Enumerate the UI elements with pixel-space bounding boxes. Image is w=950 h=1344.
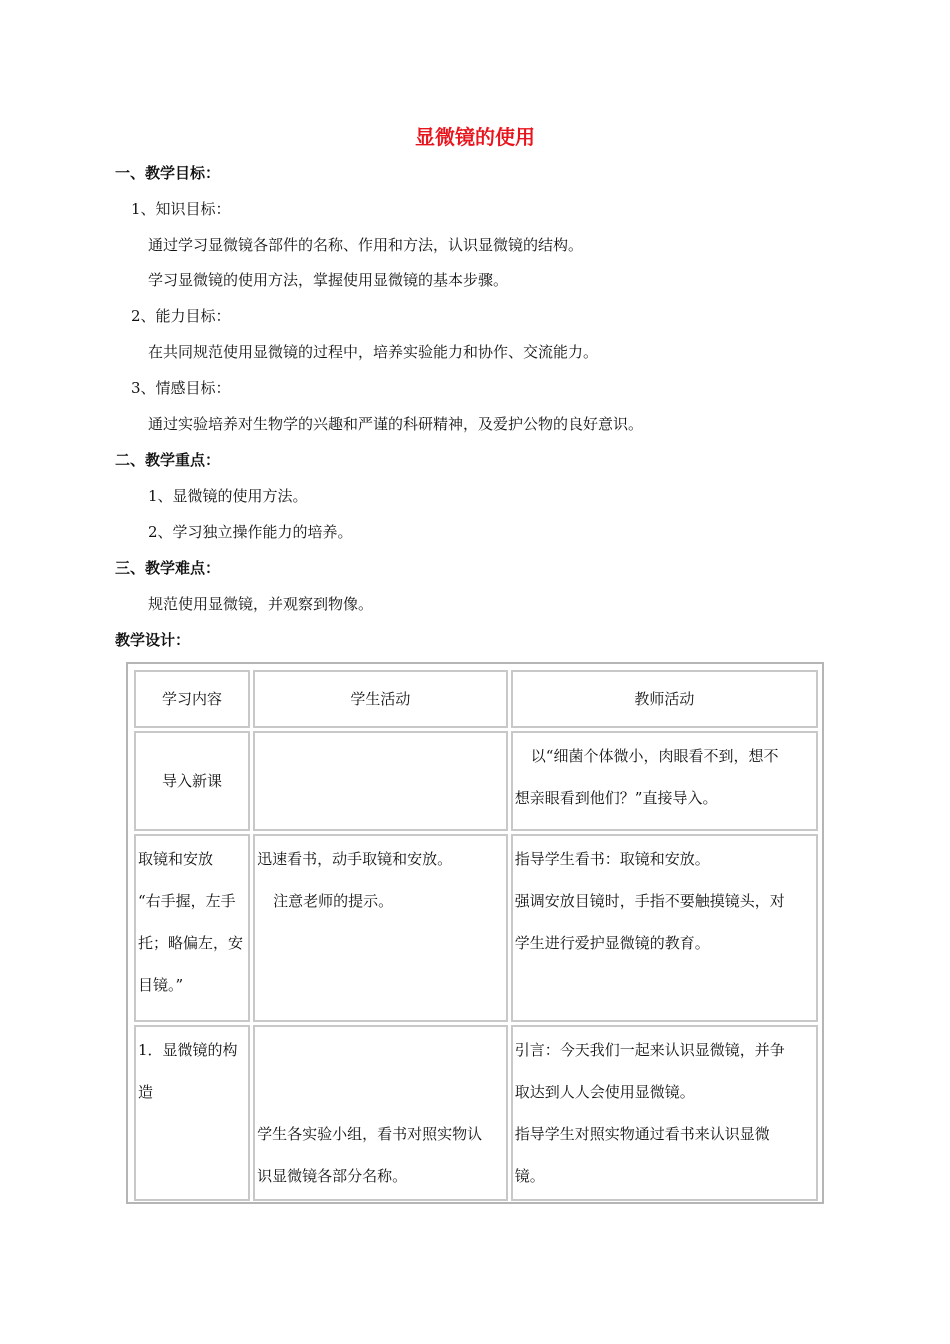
table-cell (511, 834, 818, 1022)
table-header-cell: 学生活动 (253, 670, 508, 728)
paragraph: 通过实验培养对生物学的兴趣和严谨的科研精神，及爱护公物的良好意识。 (148, 415, 644, 433)
table-cell (134, 834, 250, 1022)
paragraph: 在共同规范使用显微镜的过程中，培养实验能力和协作、交流能力。 (148, 343, 599, 361)
paragraph: 通过学习显微镜各部件的名称、作用和方法，认识显微镜的结构。 (148, 236, 584, 254)
cell-line: 注意老师的提示。 (273, 892, 394, 910)
table-cell (134, 1025, 250, 1201)
section-heading-difficulties: 三、教学难点： (115, 559, 221, 577)
table-cell (511, 731, 818, 831)
paragraph: 学习显微镜的使用方法，掌握使用显微镜的基本步骤。 (148, 271, 509, 289)
section-heading-design: 教学设计： (115, 631, 191, 649)
table-cell: 导入新课 (134, 731, 250, 831)
cell-line: 想亲眼看到他们？”直接导入。 (514, 789, 718, 807)
cell-line: 以“细菌个体微小，肉眼看不到，想不 (530, 747, 779, 765)
cell-line: 造 (138, 1083, 154, 1101)
cell-line: 托；略偏左，安 (138, 934, 244, 952)
table-row (134, 834, 818, 1022)
table-cell (253, 834, 508, 1022)
cell-line: 引言：今天我们一起来认识显微镜，并争 (514, 1041, 785, 1059)
cell-line: 1．显微镜的构 (138, 1041, 238, 1059)
table-header-row (134, 670, 818, 728)
table-header-cell: 教师活动 (511, 670, 818, 728)
paragraph: 规范使用显微镜，并观察到物像。 (148, 595, 374, 613)
cell-line: “右手握，左手 (138, 892, 236, 910)
table-header-cell: 学习内容 (134, 670, 250, 728)
cell-line: 学生各实验小组，看书对照实物认 (257, 1125, 483, 1143)
cell-line: 学生进行爱护显微镜的教育。 (514, 934, 710, 952)
teaching-design-table (126, 662, 824, 1204)
table-cell (253, 1025, 508, 1201)
cell-line: 取达到人人会使用显微镜。 (514, 1083, 695, 1101)
table-cell (253, 731, 508, 831)
table-row (134, 731, 818, 831)
subheading-knowledge: 1、知识目标： (131, 200, 231, 218)
section-heading-key-points: 二、教学重点： (115, 451, 221, 469)
cell-line: 迅速看书，动手取镜和安放。 (257, 850, 453, 868)
cell-line: 取镜和安放 (138, 850, 214, 868)
cell-line: 识显微镜各部分名称。 (257, 1167, 408, 1185)
paragraph: 2、学习独立操作能力的培养。 (148, 523, 353, 541)
table-row (134, 1025, 818, 1201)
paragraph: 1、显微镜的使用方法。 (148, 487, 308, 505)
cell-line: 目镜。” (138, 976, 184, 994)
section-heading-objectives: 一、教学目标： (115, 164, 221, 182)
cell-line: 镜。 (514, 1167, 545, 1185)
subheading-emotion: 3、情感目标： (131, 379, 231, 397)
subheading-ability: 2、能力目标： (131, 307, 231, 325)
document-title: 显微镜的使用 (415, 125, 535, 149)
cell-line: 强调安放目镜时，手指不要触摸镜头，对 (514, 892, 785, 910)
cell-line: 指导学生对照实物通过看书来认识显微 (514, 1125, 770, 1143)
table-cell (511, 1025, 818, 1201)
cell-line: 指导学生看书：取镜和安放。 (514, 850, 710, 868)
